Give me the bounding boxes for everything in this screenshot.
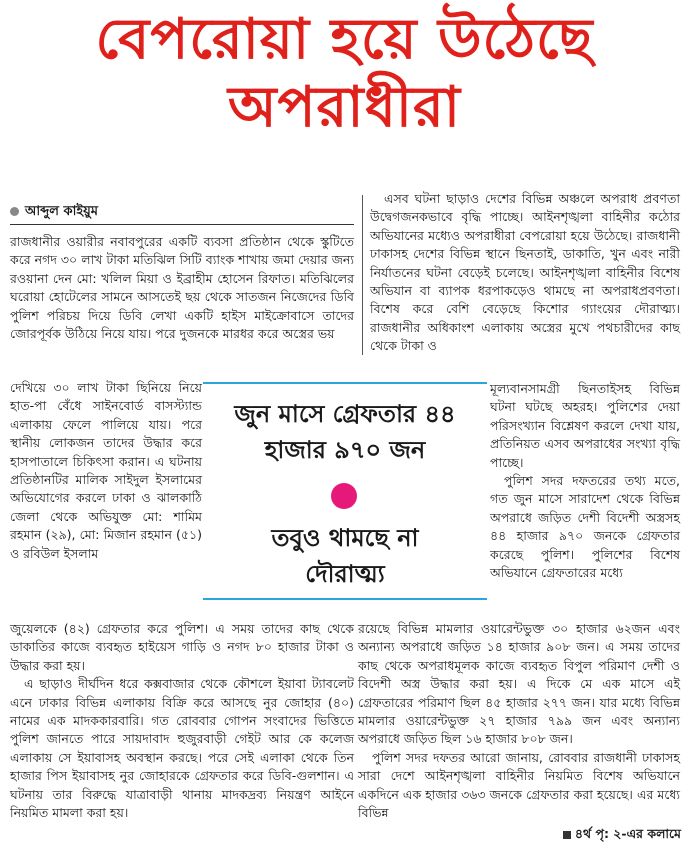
pull-quote-2 [203,520,487,592]
pull-quote-1 [203,396,487,468]
right-paragraph-3: পুলিশ সদর দফতর আরো জানায়, রোববার রাজধানী ঢাকাসহ সারা দেশে আইনশৃঙ্খলা বাহিনীর নিয়মিত বিশেষ অভিযানে একদিনে এক হাজার ৩৬৩ জনকে গ্রেফতার করা হয়েছে। এর মধ্যে বিভিন্ন [358,749,680,821]
pull-quote-1-line-1: জুন মাসে গ্রেফতার ৪৪ [234,400,456,428]
left-paragraph-1-end: জুয়েলকে (৪২) গ্রেফতার করে পুলিশ। এ সময় তাদের কাছ থেকে ডাকাতির কাজে ব্যবহৃত হাইয়েস গাড়ি ও নগদ ৮০ হাজার টাকা ও উদ্ধার করা হয়। [10,621,354,673]
left-column-mid [10,379,202,563]
right-paragraph-2: পুলিশ সদর দফতরের তথ্য মতে, গত জুন মাসে সারাদেশ থেকে বিভিন্ন অপরাধে জড়িত দেশী বিদেশী অস্ত্রসহ ৪৪ হাজার ৯৭০ জনকে গ্রেফতার করেছে পুলিশ। পুলিশের বিশেষ অভিযানে গ্রেফতারের মধ্যে [490,473,680,581]
right-column-bottom [358,620,680,822]
headline-line-2: অপরাধীরা [227,75,461,140]
author-name: আব্দুল কাইয়ুম [25,204,99,219]
left-paragraph-2: এ ছাড়াও দীর্ঘদিন ধরে কক্সবাজার থেকে কৌশলে ইয়াবা ট্যাবলেট এনে ঢাকার বিভিন্ন এলাকায় বিক্রি করে আসছে নুর জোহার (৪০) নামের এক মাদককারবারি। গত রোববার গোপন সংবাদের ভিত্তিতে পুলিশ জানতে পারে সায়দাবাদ হুজুরবাড়ী গেইট আর কে কলেজ এলাকায় সে ইয়াবাসহ অবস্থান করছে। পরে সেই এলাকা থেকে তিন হাজার পিস ইয়াবাসহ নুর জোহারকে গ্রেফতার করে ডিবি-গুলশান। এ ঘটনায় তার বিরুদ্ধে যাত্রাবাড়ী থানায় মাদকদ্রব্য নিয়ন্ত্রণ আইনে নিয়মিত মামলা করা হয়। [10,676,354,821]
pull-quote-1-line-2: হাজার ৯৭০ জন [264,436,426,464]
separator-dot-icon [331,483,357,509]
continuation-note [563,826,681,846]
right-column-mid [490,380,680,582]
headline-line-1: বেপরোয়া হয়ে উঠেছে [95,7,594,72]
pull-quote-2-line-1: তবুও থামছে না [271,524,419,552]
pull-quote-top-rule [203,382,487,384]
pull-quote-box [203,382,487,600]
pull-quote-bottom-rule [203,598,487,600]
right-paragraph-1: এসব ঘটনা ছাড়াও দেশের বিভিন্ন অঞ্চলে অপরাধ প্রবণতা উদ্বেগজনকভাবে বৃদ্ধি পাচ্ছে। আইনশৃঙ্খলা বাহিনীর কঠোর অভিযানের মধ্যেও অপরাধীরা বেপরোয়া হয়ে উঠেছে। রাজধানী ঢাকাসহ দেশের বিভিন্ন স্থানে ছিনতাই, ডাকাতি, খুন এবং নারী নির্যাতনের ঘটনা বেড়েই চলেছে। আইনশৃঙ্খলা বাহিনীর বিশেষ অভিযান বা ব্যাপক ধরপাকড়েও থামছে না অপরাধপ্রবণতা। বিশেষ করে বেশি বেড়েছে কিশোর গ্যাংয়ের দৌরাত্ম্য। রাজধানীর অধিকাংশ এলাকায় অস্ত্রের মুখে পথচারীদের কাছ থেকে টাকা ও [370,191,680,354]
left-paragraph-1: রাজধানীর ওয়ারীর নবাবপুরের একটি ব্যবসা প্রতিষ্ঠান থেকে স্কুটিতে করে নগদ ৩০ লাখ টাকা মতিঝিল সিটি ব্যাংক শাখায় জমা দেয়ার জন্য রওয়ানা দেন মো: খলিল মিয়া ও ইব্রাহীম হোসেন রিফাত। মতিঝিলের ঘরোয়া হোটেলের সামনে আসতেই ছয় থেকে সাতজন নিজেদের ডিবি পুলিশ পরিচয় দিয়ে ডিবি লেখা একটি হাইস মাইক্রোবাসে তাদের জোরপূর্বক উঠিয়ে নিয়ে যায়। পরে দুজনকে মারধর করে অস্ত্রের ভয় [10,234,354,342]
column-divider [362,195,363,355]
continuation-text: ৪র্থ পৃ: ২-এর কলামে [574,826,681,841]
square-bullet-icon [563,831,571,839]
headline [0,6,689,142]
left-column-top [10,233,354,343]
byline [10,202,98,223]
pull-quote-2-line-2: দৌরাত্ম্য [305,560,385,588]
bullet-icon [10,207,19,216]
left-paragraph-1-cont: দেখিয়ে ৩০ লাখ টাকা ছিনিয়ে নিয়ে হাত-পা বেঁধে সাইনবোর্ড বাসস্ট্যান্ড এলাকায় ফেলে পালিয়ে যায়। পরে স্থানীয় লোকজন তাদের উদ্ধার করে হাসপাতালে চিকিৎসা করান। এ ঘটনায় প্রতিষ্ঠানটির মালিক সাইদুল ইসলামের অভিযোগের করলে ঢাকা ও ঝালকাঠি জেলা থেকে অভিযুক্ত মো: শামিম রহমান (২৯), মো: মিজান রহমান (৫১) ও রবিউল ইসলাম [10,380,202,561]
right-paragraph-1-cont: মূল্যবানসামগ্রী ছিনতাইসহ বিভিন্ন ঘটনা ঘটছে অহরহ। পুলিশের দেয়া পরিসংখ্যান বিশ্লেষণ করলে দেখা যায়, প্রতিনিয়ত এসব অপরাধের সংখ্যা বৃদ্ধি পাচ্ছে। [490,381,680,470]
right-column-top [370,190,680,356]
left-column-bottom [10,620,354,822]
right-paragraph-2-cont: রয়েছে বিভিন্ন মামলার ওয়ারেন্টভুক্ত ৩০ হাজার ৬২জন এবং অন্যান্য অপরাধে জড়িত ১৪ হাজার ৯০৮ জন। এ সময় তাদের কাছ থেকে অপরাধমূলক কাজে ব্যবহৃত বিপুল পরিমাণ দেশী ও বিদেশী অস্ত্র উদ্ধার করা হয়। এ দিকে মে এক মাসে এই গ্রেফতারের পরিমাণ ছিল ৪৫ হাজার ২৭৭ জন। যার মধ্যে বিভিন্ন মামলার ওয়ারেন্টভুক্ত ২৭ হাজার ৭৯৯ জন এবং অন্যান্য অপরাধে জড়িত ছিল ১৬ হাজার ৮০৮ জন। [358,621,680,747]
byline-rule [10,224,354,225]
